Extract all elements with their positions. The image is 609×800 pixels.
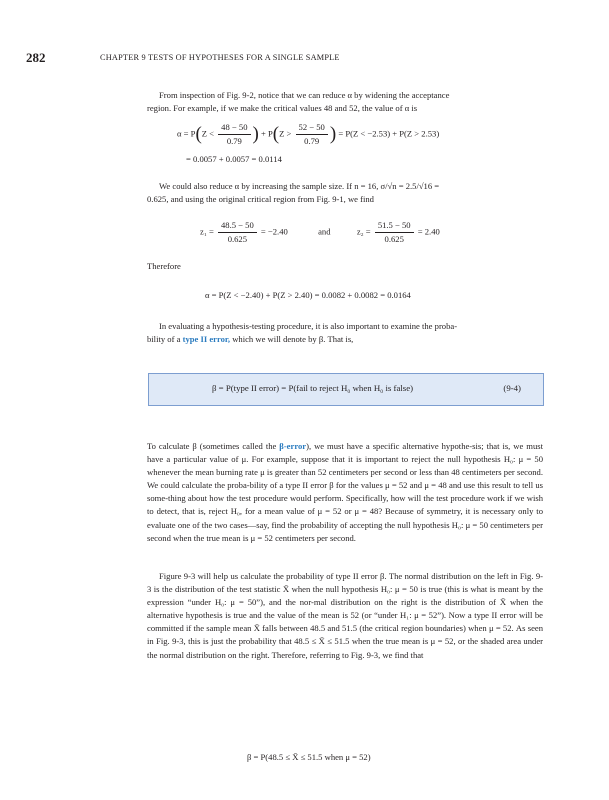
eq2-z1: z₁ =: [200, 226, 214, 237]
eq1-fraction-2: $\frac{52 - 50}{0.79}$: [296, 122, 328, 147]
p3-line2: bility of a type II error, which we will denote by β. That is,: [147, 334, 354, 345]
eq1-plus: + P: [261, 128, 273, 139]
eq2-result-2: = 2.40: [417, 226, 440, 237]
eq2-result-1: = −2.40: [260, 226, 288, 237]
page-number: 282: [26, 50, 46, 65]
paragraph-type-ii: [147, 320, 543, 346]
eq2-fraction-2: $\frac{51.5 - 50}{0.625}$: [375, 220, 414, 245]
p1-line2: region. For example, if we make the critical values 48 and 52, the value of α is: [147, 103, 418, 114]
term-beta-error: β-error: [279, 441, 307, 451]
running-header: CHAPTER 9 TESTS OF HYPOTHESES FOR A SINGLE SAMPLE: [100, 53, 340, 62]
eq1-rhs: = P(Z < −2.53) + P(Z > 2.53): [338, 128, 440, 139]
equation-alpha-1-result: = 0.0057 + 0.0057 = 0.0114: [186, 154, 282, 164]
eq1-lhs: α = P: [177, 128, 196, 139]
eq1-fraction-1: $\frac{48 - 50}{0.79}$: [218, 122, 250, 147]
paragraph-figure-9-3: Figure 9-3 will help us calculate the probability of type II error β. The normal distribution on the left in Fig. 9-3 is the distribution of the test statistic X̄ when the null hypothesis H₀: μ = 50 is true (this is what is meant by the expression “under H₀: μ = 50”), and the nor-mal distribution on the right is the distribution of X̄ when the alternative hypothesis is true and the value of the mean is 52 (or “under H₁: μ = 52”). Now a type II error will be committed if the sample mean X̄ falls between 48.5 and 51.5 (the critical region boundaries) when μ = 52. As seen in Fig. 9-3, this is just the probability that 48.5 ≤ X̄ ≤ 51.5 when the true mean is μ = 52, or the shaded area under the normal distribution on the right. Therefore, referring to Fig. 9-3, we find that: [147, 571, 543, 660]
definition-box-beta: [148, 373, 544, 406]
eq1-z-lt: Z <: [201, 128, 215, 139]
equation-alpha-1: α = P(Z < $\frac{48 - 50}{0.79}$ ) + P(Z > $\frac{52 - 50}{0.79}$ ) = P(Z < −2.53) + P(Z > 2.53): [177, 122, 440, 146]
therefore-label: Therefore: [147, 261, 181, 271]
equation-beta: β = P(48.5 ≤ X̄ ≤ 51.5 when μ = 52): [247, 752, 371, 762]
eq2-fraction-1: $\frac{48.5 - 50}{0.625}$: [218, 220, 257, 245]
p2-line2: 0.625, and using the original critical region from Fig. 9-1, we find: [147, 194, 374, 205]
equation-number: (9-4): [503, 383, 521, 393]
p2-line1: We could also reduce α by increasing the sample size. If n = 16, σ/√n = 2.5/√16 =: [159, 181, 440, 191]
p3-line1: In evaluating a hypothesis-testing procedure, it is also important to examine the proba-: [159, 321, 458, 331]
equation-alpha-2: α = P(Z < −2.40) + P(Z > 2.40) = 0.0082 + 0.0082 = 0.0164: [205, 290, 411, 300]
eq2-z2: z₂ =: [356, 226, 371, 237]
equation-z-values: [200, 220, 440, 245]
paragraph-beta-calc: To calculate β (sometimes called the β-error), we must have a specific alternative hypothe-sis; that is, we must have a particular value of μ. For example, suppose that it is important to reject the null hypothesis H₀: μ = 50 whenever the mean burning rate μ is greater than 52 centimeters per second or less than 48 centimeters per second. We could calculate the proba-bility of a type II error β for the values μ = 52 and μ = 48 and use this result to tell us some-thing about how the test procedure would perform. Specifically, how will the test procedure work if we wish to detect, that is, reject H₀, for a mean value of μ = 52 or μ = 48? Because of symmetry, it is necessary only to evaluate one of the two cases—say, find the probability of accepting the null hypothesis H₀: μ = 50 centimeters per second when the true mean is μ = 52 centimeters per second.: [147, 441, 544, 543]
eq2-and: and: [318, 226, 331, 237]
p1-line1: From inspection of Fig. 9-2, notice that we can reduce α by widening the acceptance: [159, 90, 450, 100]
eq1-z-gt: Z >: [279, 128, 292, 139]
paragraph-intro: [147, 89, 543, 115]
beta-definition-equation: β = P(type II error) = P(fail to reject H₀ when H₀ is false): [212, 383, 414, 393]
paragraph-sample-size: [147, 180, 543, 206]
term-type-ii-error: type II error,: [182, 334, 231, 345]
